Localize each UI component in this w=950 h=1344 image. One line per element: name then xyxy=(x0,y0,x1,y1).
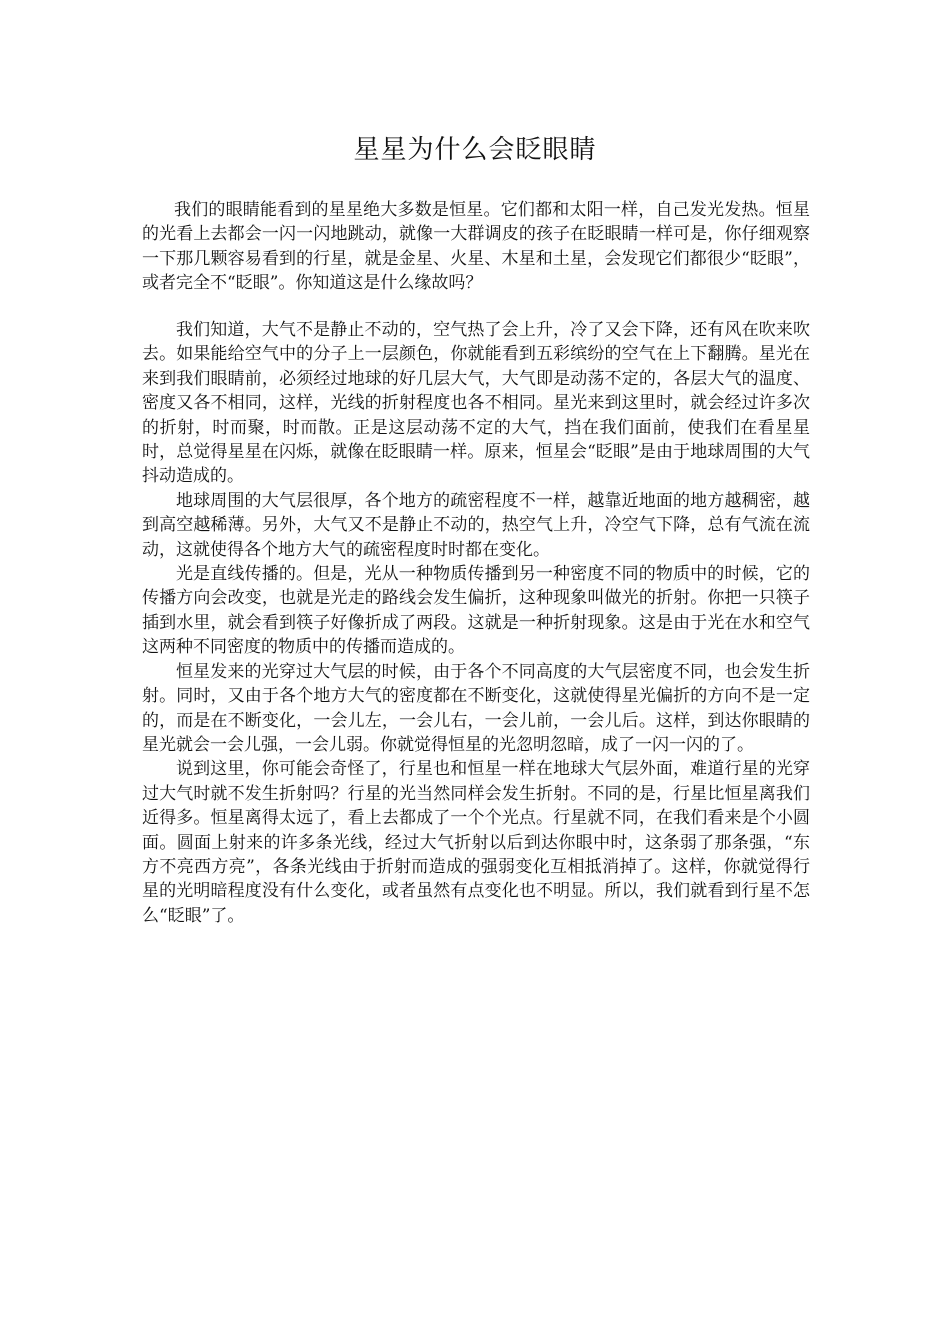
page-title: 星星为什么会眨眼睛 xyxy=(353,135,597,165)
intro-section xyxy=(142,198,810,296)
body-paragraph-2: 地球周围的大气层很厚，各个地方的疏密程度不一样，越靠近地面的地方越稠密，越到高空越稀薄。另外，大气又不是静止不动的，热空气上升，冷空气下降，总有气流在流动，这就使得各个地方大气的疏密程度时时都在变化。 xyxy=(142,490,810,560)
intro-paragraph: 我们的眼睛能看到的星星绝大多数是恒星。它们都和太阳一样，自己发光发热。恒星的光看上去都会一闪一闪地跳动，就像一大群调皮的孩子在眨眼睛一样可是，你仔细观察一下那几颗容易看到的行星，就是金星、火星、木星和土星，会发现它们都很少“眨眼”，或者完全不“眨眼”。你知道这是什么缘故吗？ xyxy=(142,200,810,294)
body-paragraph-5: 说到这里，你可能会奇怪了，行星也和恒星一样在地球大气层外面，难道行星的光穿过大气时就不发生折射吗？行星的光当然同样会发生折射。不同的是，行星比恒星离我们近得多。恒星离得太远了，看上去都成了一个个光点。行星就不同，在我们看来是个小圆面。圆面上射来的许多条光线，经过大气折射以后到达你眼中时，这条弱了那条强，“东方不亮西方亮”，各条光线由于折射而造成的强弱变化互相抵消掉了。这样，你就觉得行星的光明暗程度没有什么变化，或者虽然有点变化也不明显。所以，我们就看到行星不怎么“眨眼”了。 xyxy=(142,759,810,926)
body-paragraph-3: 光是直线传播的。但是，光从一种物质传播到另一种密度不同的物质中的时候，它的传播方向会改变，也就是光走的路线会发生偏折，这种现象叫做光的折射。你把一只筷子插到水里，就会看到筷子好像折成了两段。这就是一种折射现象。这是由于光在水和空气这两种不同密度的物质中的传播而造成的。 xyxy=(142,564,810,658)
body-paragraph-4: 恒星发来的光穿过大气层的时候，由于各个不同高度的大气层密度不同，也会发生折射。同时，又由于各个地方大气的密度都在不断变化，这就使得星光偏折的方向不是一定的，而是在不断变化，一会儿左，一会儿右，一会儿前，一会儿后。这样，到达你眼睛的星光就会一会儿强，一会儿弱。你就觉得恒星的光忽明忽暗，成了一闪一闪的了。 xyxy=(142,661,810,755)
body-paragraph-1: 我们知道，大气不是静止不动的，空气热了会上升，冷了又会下降，还有风在吹来吹去。如果能给空气中的分子上一层颜色，你就能看到五彩缤纷的空气在上下翻腾。星光在来到我们眼睛前，必须经过地球的好几层大气，大气即是动荡不定的，各层大气的温度、密度又各不相同，这样，光线的折射程度也各不相同。星光来到这里时，就会经过许多次的折射，时而聚，时而散。正是这层动荡不定的大气，挡在我们面前，使我们在看星星时，总觉得星星在闪烁，就像在眨眼睛一样。原来，恒星会“眨眼”是由于地球周围的大气抖动造成的。 xyxy=(142,320,810,487)
main-section xyxy=(142,318,810,928)
